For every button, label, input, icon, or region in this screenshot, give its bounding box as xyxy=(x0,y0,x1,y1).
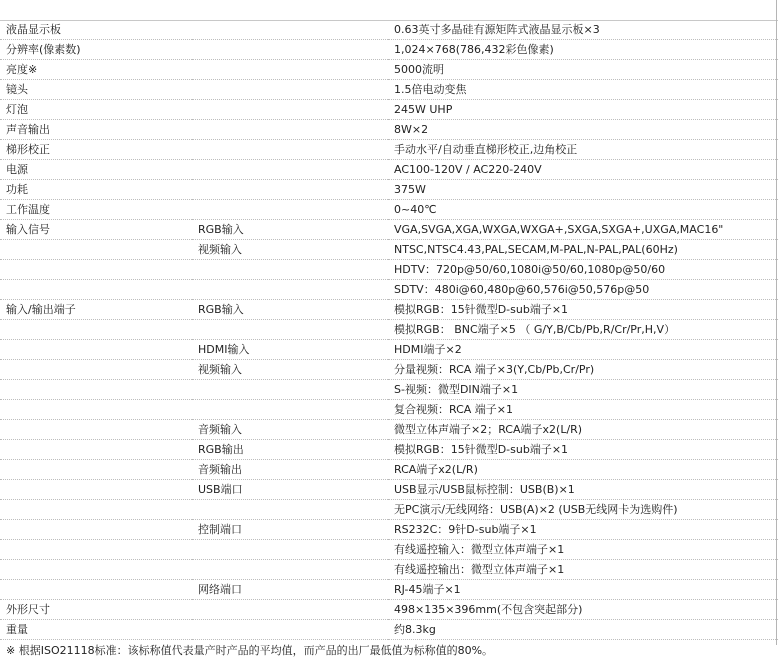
spec-value: 8W×2 xyxy=(388,120,778,140)
table-row xyxy=(0,580,778,600)
table-row xyxy=(0,180,778,200)
spec-value: RCA端子x2(L/R) xyxy=(388,460,778,480)
spec-subcategory xyxy=(192,620,388,640)
spec-value: 有线遥控输出：微型立体声端子×1 xyxy=(388,560,778,580)
spec-category xyxy=(0,280,192,300)
spec-category: 亮度※ xyxy=(0,60,192,80)
spec-value: SDTV：480i@60,480p@60,576i@50,576p@50 xyxy=(388,280,778,300)
table-row xyxy=(0,280,778,300)
spec-subcategory: 视频输入 xyxy=(192,360,388,380)
spec-category xyxy=(0,400,192,420)
spec-value: 有线遥控输入：微型立体声端子×1 xyxy=(388,540,778,560)
spec-subcategory xyxy=(192,140,388,160)
spec-value: 无PC演示/无线网络：USB(A)×2 (USB无线网卡为选购件) xyxy=(388,500,778,520)
spec-category xyxy=(0,360,192,380)
spec-value: 微型立体声端子×2；RCA端子x2(L/R) xyxy=(388,420,778,440)
table-row xyxy=(0,420,778,440)
spec-value: 0~40℃ xyxy=(388,200,778,220)
spec-category xyxy=(0,420,192,440)
table-row xyxy=(0,240,778,260)
spec-subcategory xyxy=(192,20,388,40)
spec-subcategory: RGB输出 xyxy=(192,440,388,460)
spec-category: 镜头 xyxy=(0,80,192,100)
spec-subcategory xyxy=(192,160,388,180)
spec-category: 灯泡 xyxy=(0,100,192,120)
spec-subcategory xyxy=(192,100,388,120)
spec-value: RJ-45端子×1 xyxy=(388,580,778,600)
spec-category xyxy=(0,440,192,460)
spec-subcategory: 音频输入 xyxy=(192,420,388,440)
table-row xyxy=(0,260,778,280)
table-row xyxy=(0,440,778,460)
spec-value: S-视频：微型DIN端子×1 xyxy=(388,380,778,400)
table-row xyxy=(0,320,778,340)
spec-category xyxy=(0,540,192,560)
table-row xyxy=(0,200,778,220)
table-row xyxy=(0,340,778,360)
spec-table-body xyxy=(0,20,778,640)
spec-category xyxy=(0,340,192,360)
spec-subcategory: RGB输入 xyxy=(192,220,388,240)
spec-subcategory: USB端口 xyxy=(192,480,388,500)
spec-value: 1,024×768(786,432彩色像素) xyxy=(388,40,778,60)
spec-category xyxy=(0,380,192,400)
spec-subcategory xyxy=(192,120,388,140)
table-row xyxy=(0,480,778,500)
spec-value: 手动水平/自动垂直梯形校正,边角校正 xyxy=(388,140,778,160)
spec-category xyxy=(0,260,192,280)
spec-value: NTSC,NTSC4.43,PAL,SECAM,M-PAL,N-PAL,PAL(60Hz) xyxy=(388,240,778,260)
spec-category: 液晶显示板 xyxy=(0,20,192,40)
spec-subcategory xyxy=(192,60,388,80)
spec-category xyxy=(0,460,192,480)
spec-value: USB显示/USB鼠标控制：USB(B)×1 xyxy=(388,480,778,500)
table-row xyxy=(0,520,778,540)
spec-subcategory xyxy=(192,280,388,300)
spec-category: 外形尺寸 xyxy=(0,600,192,620)
spec-value: HDMI端子×2 xyxy=(388,340,778,360)
table-row xyxy=(0,360,778,380)
table-row xyxy=(0,300,778,320)
table-row xyxy=(0,500,778,520)
right-border xyxy=(776,0,777,645)
spec-category: 输入信号 xyxy=(0,220,192,240)
spec-table xyxy=(0,20,778,640)
spec-subcategory xyxy=(192,500,388,520)
spec-category: 输入/输出端子 xyxy=(0,300,192,320)
footnote: ※ 根据ISO21118标准：该标称值代表量产时产品的平均值，而产品的出厂最低值为标称值的80%。 xyxy=(6,644,494,657)
spec-value: AC100-120V / AC220-240V xyxy=(388,160,778,180)
spec-category xyxy=(0,560,192,580)
table-row xyxy=(0,220,778,240)
table-row xyxy=(0,620,778,640)
spec-category: 重量 xyxy=(0,620,192,640)
table-row xyxy=(0,400,778,420)
table-row xyxy=(0,380,778,400)
table-row xyxy=(0,20,778,40)
spec-subcategory: 控制端口 xyxy=(192,520,388,540)
spec-subcategory: 视频输入 xyxy=(192,240,388,260)
table-row xyxy=(0,120,778,140)
table-row xyxy=(0,60,778,80)
spec-value: 约8.3kg xyxy=(388,620,778,640)
spec-subcategory xyxy=(192,180,388,200)
spec-subcategory xyxy=(192,400,388,420)
spec-category xyxy=(0,580,192,600)
spec-value: 0.63英寸多晶硅有源矩阵式液晶显示板×3 xyxy=(388,20,778,40)
spec-subcategory: 网络端口 xyxy=(192,580,388,600)
spec-category: 声音输出 xyxy=(0,120,192,140)
spec-subcategory xyxy=(192,600,388,620)
spec-subcategory xyxy=(192,260,388,280)
spec-value: 模拟RGB：15针微型D-sub端子×1 xyxy=(388,440,778,460)
spec-value: 模拟RGB： BNC端子×5 （ G/Y,B/Cb/Pb,R/Cr/Pr,H,V） xyxy=(388,320,778,340)
table-row xyxy=(0,540,778,560)
table-row xyxy=(0,140,778,160)
spec-subcategory xyxy=(192,540,388,560)
spec-subcategory xyxy=(192,560,388,580)
spec-subcategory: RGB输入 xyxy=(192,300,388,320)
spec-value: RS232C：9针D-sub端子×1 xyxy=(388,520,778,540)
table-row xyxy=(0,160,778,180)
table-row xyxy=(0,560,778,580)
spec-value: 分量视频：RCA 端子×3(Y,Cb/Pb,Cr/Pr) xyxy=(388,360,778,380)
spec-category xyxy=(0,480,192,500)
spec-category xyxy=(0,320,192,340)
spec-value: VGA,SVGA,XGA,WXGA,WXGA+,SXGA,SXGA+,UXGA,MAC16" xyxy=(388,220,778,240)
spec-value: 5000流明 xyxy=(388,60,778,80)
spec-subcategory xyxy=(192,320,388,340)
spec-value: 复合视频：RCA 端子×1 xyxy=(388,400,778,420)
spec-category: 分辨率(像素数) xyxy=(0,40,192,60)
spec-category: 工作温度 xyxy=(0,200,192,220)
spec-subcategory xyxy=(192,380,388,400)
table-row xyxy=(0,600,778,620)
spec-value: 模拟RGB：15针微型D-sub端子×1 xyxy=(388,300,778,320)
spec-value: 245W UHP xyxy=(388,100,778,120)
spec-category xyxy=(0,520,192,540)
top-blank-row xyxy=(0,0,778,21)
spec-category xyxy=(0,240,192,260)
spec-subcategory xyxy=(192,200,388,220)
spec-subcategory: 音频输出 xyxy=(192,460,388,480)
spec-subcategory: HDMI输入 xyxy=(192,340,388,360)
spec-category: 功耗 xyxy=(0,180,192,200)
table-row xyxy=(0,80,778,100)
spec-value: HDTV：720p@50/60,1080i@50/60,1080p@50/60 xyxy=(388,260,778,280)
spec-value: 375W xyxy=(388,180,778,200)
spec-category xyxy=(0,500,192,520)
spec-category: 梯形校正 xyxy=(0,140,192,160)
table-row xyxy=(0,40,778,60)
spec-subcategory xyxy=(192,80,388,100)
spec-value: 498×135×396mm(不包含突起部分) xyxy=(388,600,778,620)
table-row xyxy=(0,100,778,120)
spec-subcategory xyxy=(192,40,388,60)
table-row xyxy=(0,460,778,480)
spec-category: 电源 xyxy=(0,160,192,180)
spec-value: 1.5倍电动变焦 xyxy=(388,80,778,100)
